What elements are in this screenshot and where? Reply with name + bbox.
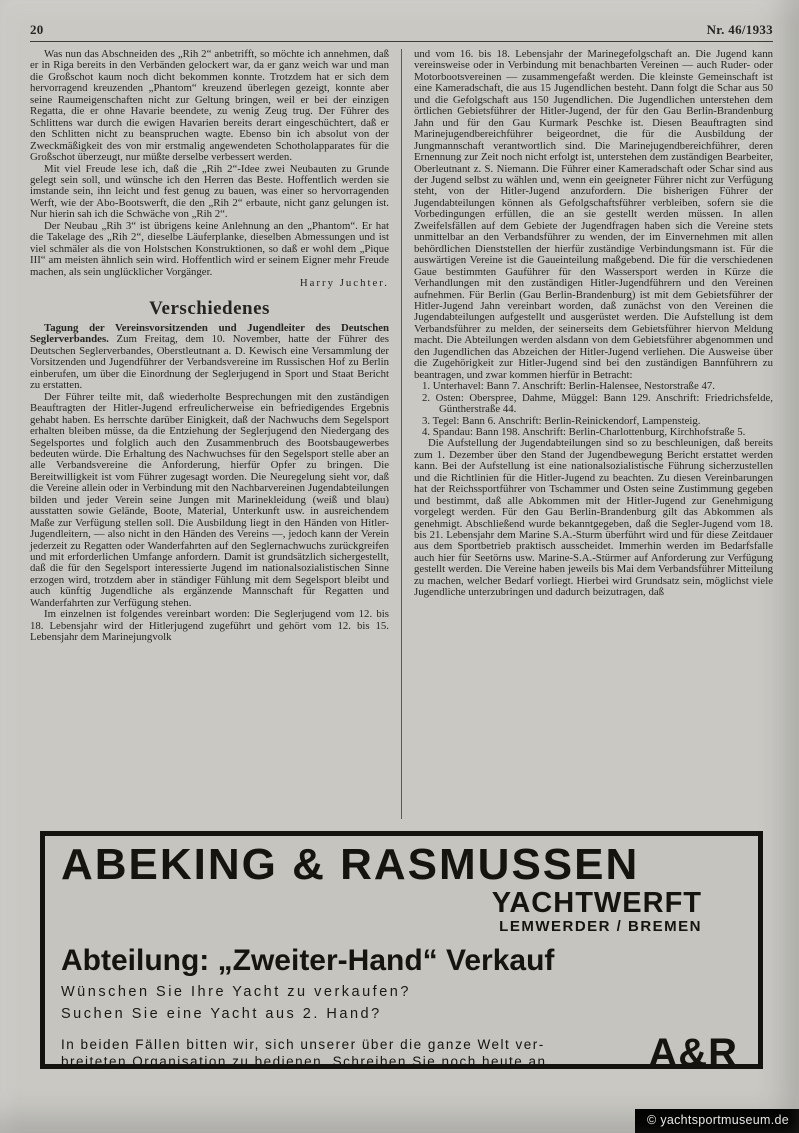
article-paragraph: Die Aufstellung der Jugendabteilungen sind so zu beschleunigen, daß bereits zum 1. Dezember über den Stand der Jugendbewegung Bericht erstattet werden kann. Bei der Aufstellung ist eine nationalsozialistische Führung sicherzustellen und die Richtlinien für die Hitler-Jugend zu beachten. Zu diesen Vereinbarungen hat der Reichssportführer von Tschammer und Osten seine Zustimmung gegeben und bestimmt, daß alle Abkommen mit der Hitler-Jugend zur Genehmigung vorgelegt werden. Für den Gau Berlin-Brandenburg gilt das Abkommen als genehmigt. Abschließend wurde bekanntgegeben, daß die Segler-Jugend vom 18. bis 21. Lebensjahr dem Marine S.A.-Sturm überführt wird und für diese Zeitdauer aus dem Sportbetrieb praktisch ausscheidet. Immerhin werden im Bedarfsfalle auch hier für Seetörns usw. Marine-S.A.-Stürmer auf Anforderung zur Verfügung gestellt werden. Die Vereine haben jeweils bis Mai dem Verbandsführer Mitteilung zu machen, welcher Bedarf vorliegt. Hierbei wird Grundsatz sein, möglichst viele Jugendliche unterzubringen und dadurch beizutragen, daß xyxy=(414,437,773,599)
list-item: 2. Osten: Oberspree, Dahme, Müggel: Bann 129. Anschrift: Friedrichsfelde, Güntherstraße 44. xyxy=(422,391,773,416)
watermark: © yachtsportmuseum.de xyxy=(635,1109,799,1133)
page-number: 20 xyxy=(30,22,44,37)
ad-question-2: Suchen Sie eine Yacht aus 2. Hand? xyxy=(61,1005,382,1022)
ad-company-name: ABEKING & RASMUSSEN xyxy=(61,840,640,889)
article-lead: Tagung der Vereinsvorsitzenden und Jugendleiter des Deutschen Seglerverbandes. xyxy=(30,321,389,346)
ad-headline: Abteilung: „Zweiter-Hand“ Verkauf xyxy=(61,943,555,977)
ad-subtitle: YACHTWERFT xyxy=(491,886,702,919)
article-lead-continuation: Zum Freitag, dem 10. November, hatte der Führer des Deutschen Seglerverbandes, Oberstleutnant a. D. Kewisch eine Versammlung der Vorsitzenden und Jugendführer der Verbandsvereine im Russischen Hof zu Berlin einberufen, um über die Einordnung der Seglerjugend in Sport und Staat Bericht zu erstatten. xyxy=(30,333,389,392)
page-header xyxy=(0,0,799,38)
article-paragraph: Was nun das Abschneiden des „Rih 2“ anbetrifft, so möchte ich annehmen, daß er in Riga bereits in den Verbänden gelockert war, da er ganz weich war und man die Großschot kaum noch dicht bekommen konnte. Trotzdem hat er sich dem hervorragend kreuzenden „Phantom“ kreuzend überlegen gezeigt, konnte aber seine Raumeigenschaften nicht zur Geltung bringen, weil er bei der einzigen Regatta, die er ohne Havarie beendete, zu wenig Zeug trug. Der Führer des Schlittens war durch die ewigen Havarien bereits derart eingeschüchtert, daß er den Schlitten nicht zu beanspruchen wagte. Ebenso bin ich absolut von der Zweckmäßigkeit des von mir erstmalig angewendeten Schotholapparates für die Großschot überzeugt, nur müßte derselbe verbessert werden. xyxy=(30,48,389,164)
ad-closing-line-2: breiteten Organisation zu bedienen. Schreiben Sie noch heute an xyxy=(61,1054,547,1070)
ad-logo: A&R xyxy=(648,1030,738,1075)
ad-question-1: Wünschen Sie Ihre Yacht zu verkaufen? xyxy=(61,983,411,1000)
article-paragraph: Mit viel Freude lese ich, daß die „Rih 2“-Idee zwei Neubauten zu Grunde gelegt sein soll, und wünsche ich den Herren das Beste. Hoffentlich werden sie imstande sein, ihn leicht und fest genug zu bauen, was einer so hervorragenden Werft, wie der Abo-Bootswerft, die den „Rih 2“ erbaute, nicht ganz gelungen ist. Nur hierin sah ich die Schwäche von „Rih 2“. xyxy=(30,162,389,221)
article-columns xyxy=(0,42,799,819)
bann-address-list xyxy=(422,381,773,438)
article-paragraph: und vom 16. bis 18. Lebensjahr der Marinegefolgschaft an. Die Jugend kann vereinsweise oder in Verbindung mit benachbarten Vereinen — auch Ruder- oder Motorbootsvereinen — zusammengefaßt werden. Die kleinste Gemeinschaft ist eine Kameradschaft, die aus 15 Jugendlichen besteht. Dann folgt die Schar aus 50 und die Gefolgschaft aus 150 Jugendlichen. Die Jugendlichen unterstehen dem örtlichen Gebietsführer der Hitler-Jugend, der für den Gau Berlin-Brandenburg Jahn und für den Gau Kurmark Peschke ist. Diesen Beauftragten sind Marinejugendbereichführer beigeordnet, die für die Ausbildung der Jungmannschaft verantwortlich sind. Die Marinejugendbereichführer, deren Ernennung zur Zeit noch nicht erfolgt ist, unterstehen dem zuständigen Bearbeiter, Oberleutnant z. S. Niemann. Die Führer einer Kameradschaft oder Schar sind aus der Jugend selbst zu wählen und, wenn ein geeigneter Führer nicht zur Verfügung steht, von der Hitler-Jugend anzufordern. Die bisherigen Führer der Jugendabteilungen können als Gefolgschaftsführer verbleiben, sofern sie die Vorbedingungen erfüllen, die an sie gestellt werden müssen. In allen Zweifelsfällen auf dem Gebiete der Jugendfragen haben sich die Vereine stets unmittelbar an den Verbandsführer zu wenden, der im Einvernehmen mit allen behördlichen Dienststellen der hierfür zuständige Verbindungsmann ist. Für die auswärtigen Vereine ist die Gaueinteilung maßgebend. Die für die verschiedenen Gaue bestimmten Gauführer für den Wassersport werden in Kürze die Verhandlungen mit den zuständigen Hitler-Jugendführern und den Vereinen aufnehmen. Für Berlin (Gau Berlin-Brandenburg) ist mit dem Gebietsführer der Hitler-Jugend Jahn vereinbart worden, daß zunächst von den Vereinen die Jugendabteilungen aufgestellt und ausgerüstet werden. Die Aufstellung ist dem Verbandsführer zu melden, der seinerseits dem Gebietsführer hiervon Meldung macht. Die Abteilungen werden alsdann von dem Gebietsführer abgenommen und den Jugendlichen das Abzeichen der Hitler-Jugend verliehen. Die Ausweise über die Zugehörigkeit zur Hitler-Jugend sind bei den zuständigen Bannführern zu beantragen, und zwar kommen hierfür in Betracht: xyxy=(414,48,773,381)
list-item: 4. Spandau: Bann 198. Anschrift: Berlin-Charlottenburg, Kirchhofstraße 5. xyxy=(422,425,746,438)
ad-closing-line-1: In beiden Fällen bitten wir, sich unserer über die ganze Welt ver- xyxy=(61,1037,545,1053)
left-column xyxy=(30,49,401,819)
article-paragraph xyxy=(30,323,389,392)
article-paragraph: Im einzelnen ist folgendes vereinbart worden: Die Seglerjugend vom 12. bis 18. Lebensjahr wird der Hitlerjugend zugeführt und gehört vom 12. bis 15. Lebensjahr dem Marinejungvolk xyxy=(30,608,389,644)
section-heading: Verschiedenes xyxy=(149,297,270,319)
advertisement-abeking-rasmussen xyxy=(40,831,763,1075)
issue-number: Nr. 46/1933 xyxy=(706,22,773,37)
article-paragraph: Der Neubau „Rih 3“ ist übrigens keine Anlehnung an den „Phantom“. Er hat die Takelage des „Rih 2“, dieselbe Läuferplanke, dieselben Abmessungen und ist viel schmäler als die von Holstschen Konstruktionen, so daß er wohl dem „Pique III“ am meisten ähnlich sein wird. Hoffentlich wird er seinem Eigner mehr Freude machen, als sein unglücklicher Vorgänger. xyxy=(30,219,389,278)
ad-closing-text xyxy=(61,1036,547,1070)
author-signature: Harry Juchter. xyxy=(299,277,389,290)
list-item: 1. Unterhavel: Bann 7. Anschrift: Berlin-Halensee, Nestorstraße 47. xyxy=(422,380,715,393)
article-paragraph: Der Führer teilte mit, daß wiederholte Besprechungen mit den zuständigen Beauftragten der Hitler-Jugend erfreulicherweise ein befriedigendes Ergebnis gehabt haben. Es herrschte darüber Einigkeit, daß der Nachwuchs dem Segelsport erhalten bleiben müsse, da die Entziehung der Seglerjugend den Niedergang des Segelsportes und folglich auch den Zusammenbruch des Bootsbaugewerbes bedeuten würde. Die Erhaltung des Nachwuchses für den Segelsport stelle aber an alle Verbandsvereine die Anforderung, hierfür Opfer zu bringen. Die Bereitwilligkeit ist vom Führer zugesagt worden. Die Neuregelung sieht vor, daß die Vereine allein oder in Verbindung mit den Nachbarvereinen Jugendabteilungen bilden und jeder Verein seine Jungen mit Marinekleidung (weiß und blau) ausstatten sowie Gelände, Boote, Material, Unterkunft usw. in ausreichendem Maße zur Verfügung stellen soll. Die Ausbildung liegt in den Händen von Hitler-Jugendleitern, — also nicht in den Händen des Vereins —, jedoch kann der Verein jederzeit zu Regatten oder Wanderfahrten auf den Seglernachwuchs zurückgreifen und mit erforderlichen Umfange anfordern. Damit ist grundsätzlich sichergestellt, daß die für den Segelsport interessierte Jugend im nationalsozialistischen Sinne erzogen wird, trotzdem aber in ständiger Fühlung mit dem Segelsport bleibt und auch künftig Jugendliche als ergänzende Mannschaft für Regatten und Wanderfahrten zur Verfügung stehen. xyxy=(30,390,389,609)
ad-location: LEMWERDER / BREMEN xyxy=(499,918,702,936)
right-column xyxy=(402,49,773,819)
list-item: 3. Tegel: Bann 6. Anschrift: Berlin-Reinickendorf, Lampensteig. xyxy=(422,414,701,427)
